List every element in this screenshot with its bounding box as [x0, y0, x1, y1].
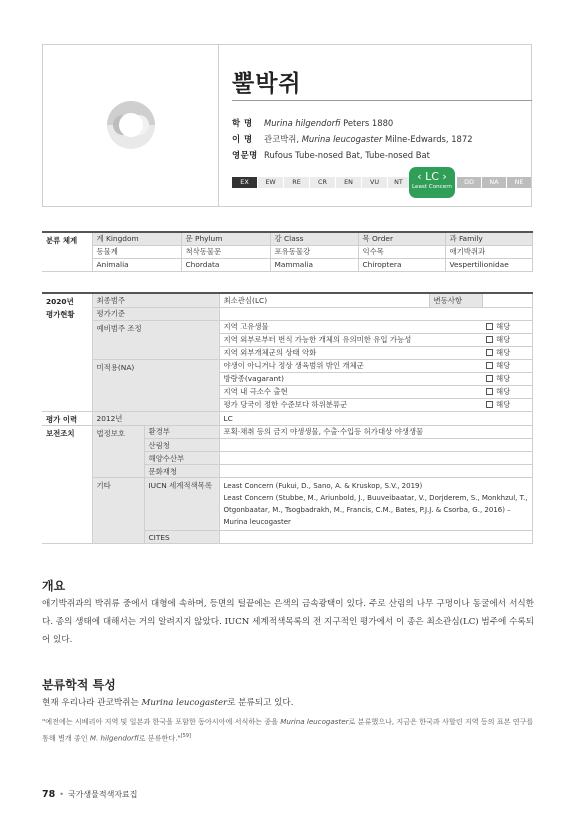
checkbox-icon — [486, 323, 493, 330]
preliminary-item: 지역 외부개체군의 상태 악화 — [219, 346, 482, 359]
checkbox-icon — [486, 388, 493, 395]
culture-protection-value — [219, 465, 532, 478]
na-item: 평가 당국이 정한 수준보다 하위분류군 — [219, 398, 482, 411]
history-year: 2012년 — [92, 411, 219, 425]
na-check[interactable]: 해당 — [482, 359, 532, 372]
preliminary-check[interactable]: 해당 — [482, 346, 532, 359]
category-ne: NE — [507, 177, 531, 188]
na-label: 미적용(NA) — [92, 359, 219, 411]
na-item: 야생이 아니거나 정상 생육범위 밖인 개체군 — [219, 359, 482, 372]
checkbox-icon — [486, 349, 493, 356]
publication-title: 국가생물적색자료집 — [67, 790, 138, 799]
chevron-right-icon: › — [438, 170, 447, 183]
scientific-name-author: Peters 1880 — [340, 118, 394, 128]
history-value: LC — [219, 411, 532, 425]
chevron-left-icon: ‹ — [417, 170, 426, 183]
preliminary-item: 지역 고유생물 — [219, 320, 482, 333]
current-category-badge — [409, 167, 455, 198]
preliminary-check[interactable]: 해당 — [482, 333, 532, 346]
phylum-korean: 척삭동물문 — [181, 245, 270, 258]
category-ew: EW — [258, 177, 283, 188]
order-korean: 익수목 — [358, 245, 445, 258]
species-korean-name: 뿔박쥐 — [232, 71, 302, 97]
synonym-row — [232, 131, 473, 147]
na-check[interactable]: 해당 — [482, 385, 532, 398]
taxonomy-korean-row — [42, 245, 532, 258]
legal-protection-label: 법정보호 — [92, 425, 144, 478]
overview-text: 애기박쥐과의 박쥐류 중에서 대형에 속하며, 등면의 털끝에는 은색의 금속광택이 있다. 주로 산림의 나무 구멍이나 동굴에서 서식한다. 종의 생태에 대해서는 거의 알려지지 않았다. IUCN 세계적색목록의 전 지구적인 평가에서 이 종은 최소관심(LC) 범주에 수록되어 있다. — [42, 599, 534, 645]
synonym-label: 이 명 — [232, 134, 253, 144]
criteria-label: 평가기준 — [92, 307, 219, 320]
category-dd: DD — [457, 177, 481, 188]
environment-protection-value: 포획·채취 등의 금지 야생생물, 수출·수입등 허가대상 야생생물 — [219, 425, 532, 439]
english-names: Rufous Tube-nosed Bat, Tube-nosed Bat — [264, 150, 430, 160]
species-photo-placeholder — [43, 45, 219, 206]
conservation-label: 보전조치 — [42, 425, 92, 439]
taxonomic-features-text: 현재 우리나라 관코박쥐는 Murina leucogaster로 분류되고 있다. — [42, 698, 294, 708]
family-korean: 애기박쥐과 — [445, 245, 532, 258]
phylum-latin: Chordata — [181, 258, 270, 271]
synonym-korean: 관코박쥐, — [264, 134, 302, 144]
taxonomic-features-title: 분류학적 특성 — [42, 678, 116, 692]
na-check[interactable]: 해당 — [482, 372, 532, 385]
other-label: 기타 — [92, 478, 144, 544]
preliminary-label: 예비범주 조정 — [92, 320, 219, 359]
synonym-author: Milne-Edwards, 1872 — [382, 134, 473, 144]
class-latin: Mammalia — [270, 258, 358, 271]
forest-protection-value — [219, 439, 532, 452]
category-re: RE — [284, 177, 309, 188]
cites-label: CITES — [144, 531, 219, 544]
category-ex: EX — [232, 177, 257, 188]
page-footer — [42, 789, 138, 800]
kingdom-latin: Animalia — [92, 258, 181, 271]
taxonomy-latin-row — [42, 258, 532, 271]
ocean-protection-value — [219, 452, 532, 465]
final-category-value: 최소관심(LC) — [219, 293, 429, 307]
eval-2020-label: 2020년 — [42, 293, 92, 307]
ministry-culture: 문화재청 — [144, 465, 219, 478]
scientific-name-label: 학 명 — [232, 118, 253, 128]
reference-number: [59] — [180, 733, 191, 739]
category-vu: VU — [362, 177, 387, 188]
change-value — [482, 293, 532, 307]
criteria-value — [219, 307, 532, 320]
eval-2020-sublabel: 평가현황 — [42, 307, 92, 320]
taxonomy-label: 분류 체계 — [42, 232, 92, 271]
class-header: 강 Class — [270, 232, 358, 245]
title-divider — [232, 100, 532, 101]
phylum-header: 문 Phylum — [181, 232, 270, 245]
taxonomy-table — [42, 231, 533, 272]
overview-title: 개요 — [42, 579, 66, 593]
evaluation-table — [42, 292, 533, 544]
checkbox-icon — [486, 336, 493, 343]
order-latin: Chiroptera — [358, 258, 445, 271]
species-names — [232, 115, 473, 163]
category-cr: CR — [310, 177, 335, 188]
order-header: 목 Order — [358, 232, 445, 245]
history-label: 평가 이력 — [42, 411, 92, 425]
criteria-row — [42, 307, 532, 320]
iucn-reference-1: Least Concern (Fukui, D., Sano, A. & Kruskop, S.V., 2019) — [223, 482, 423, 490]
preliminary-item: 지역 외부로부터 번식 가능한 개체의 유의미한 유입 가능성 — [219, 333, 482, 346]
family-header: 과 Family — [445, 232, 532, 245]
cites-value — [219, 531, 532, 544]
final-category-row — [42, 293, 532, 307]
category-na: NA — [482, 177, 506, 188]
redlist-category-scale — [232, 170, 532, 190]
kingdom-header: 계 Kingdom — [92, 232, 181, 245]
preliminary-row-1 — [42, 320, 532, 333]
species-header-box — [42, 44, 532, 207]
category-nt: NT — [388, 177, 409, 188]
current-category-code: LC — [425, 170, 439, 183]
iucn-row — [42, 478, 532, 531]
checkbox-icon — [486, 401, 493, 408]
synonym-scientific: Murina leucogaster — [301, 134, 383, 144]
current-category-full: Least Concern — [412, 184, 452, 190]
iucn-label: IUCN 세계적색목록 — [144, 478, 219, 531]
english-name-row — [232, 147, 473, 163]
final-category-label: 최종범주 — [92, 293, 219, 307]
na-item: 방랑종(vagarant) — [219, 372, 482, 385]
scientific-name-row — [232, 115, 473, 131]
taegeuk-emblem-icon — [107, 101, 155, 149]
ministry-forest: 산림청 — [144, 439, 219, 452]
scientific-name: Murina hilgendorfi — [264, 118, 341, 128]
taxonomic-note: "예전에는 시베리아 지역 및 일본과 한국을 포함한 동아시아에 서식하는 종을 Murina leucogaster로 분류했으나, 지금은 한국과 사할린 지역 등의 표본 연구를 통해 별개 종인 M. hilgendorfi로 분류한다."[59] — [42, 717, 534, 743]
family-latin: Vespertilionidae — [445, 258, 532, 271]
kingdom-korean: 동물계 — [92, 245, 181, 258]
page-number: 78 — [42, 789, 56, 800]
iucn-reference-2: Least Concern (Stubbe, M., Ariunbold, J., Buuveibaatar, V., Dorjderem, S., Monkhzul, T., Otgonbaatar, M., Tsogbadrakh, M., Francis, C.M., Bates, P.J.J. & Csorba, G., 2016) – Murina leucogaster — [223, 494, 528, 526]
na-check[interactable]: 해당 — [482, 398, 532, 411]
na-item: 지역 내 극소수 출현 — [219, 385, 482, 398]
species-italic: Murina leucogaster — [141, 698, 228, 708]
ministry-ocean: 해양수산부 — [144, 452, 219, 465]
history-row — [42, 411, 532, 425]
category-en: EN — [336, 177, 361, 188]
bullet-icon: • — [59, 790, 64, 799]
checkbox-icon — [486, 362, 493, 369]
checkbox-icon — [486, 375, 493, 382]
english-name-label: 영문명 — [232, 150, 258, 160]
change-label: 변동사항 — [429, 293, 482, 307]
preliminary-check[interactable]: 해당 — [482, 320, 532, 333]
iucn-references — [219, 478, 532, 531]
env-row — [42, 425, 532, 439]
na-row-1 — [42, 359, 532, 372]
class-korean: 포유동물강 — [270, 245, 358, 258]
taxonomy-header-row — [42, 232, 532, 245]
ministry-environment: 환경부 — [144, 425, 219, 439]
